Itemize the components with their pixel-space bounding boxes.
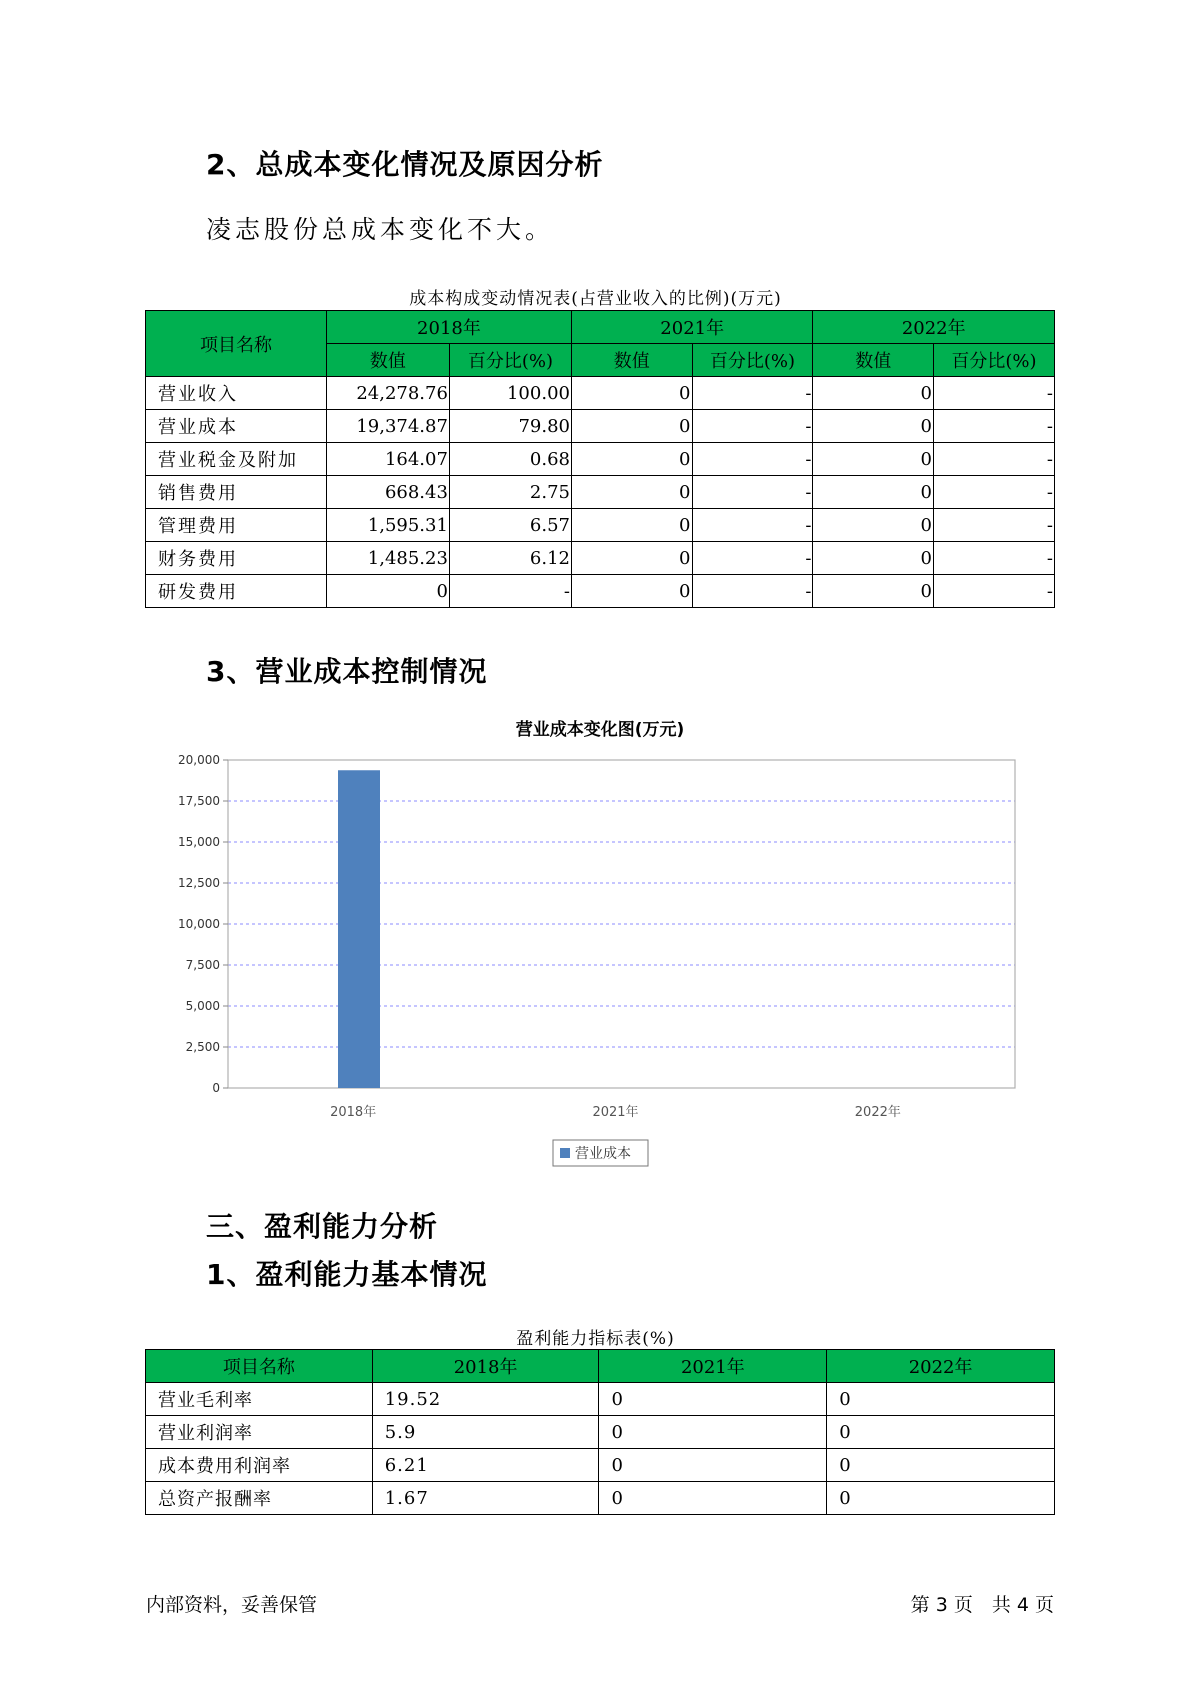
header-percent: 百分比(%)	[692, 344, 813, 377]
table-cell: -	[692, 410, 813, 443]
row-label: 成本费用利润率	[146, 1449, 373, 1482]
table-cell: 0	[827, 1383, 1055, 1416]
table-cell: 2.75	[449, 476, 571, 509]
header-value: 数值	[813, 344, 934, 377]
row-label: 营业税金及附加	[146, 443, 327, 476]
header-percent: 百分比(%)	[449, 344, 571, 377]
table-cell: 100.00	[449, 377, 571, 410]
header-year: 2021年	[599, 1350, 827, 1383]
table-cell: -	[933, 509, 1054, 542]
table-cell: -	[692, 476, 813, 509]
chart-legend	[553, 1140, 648, 1166]
y-tick-label: 0	[212, 1081, 220, 1095]
row-label: 财务费用	[146, 542, 327, 575]
table-cell: 668.43	[326, 476, 449, 509]
table-row	[146, 410, 1055, 443]
cost-structure-table	[145, 310, 1055, 608]
header-year: 2018年	[372, 1350, 599, 1383]
table-cell: 0	[827, 1482, 1055, 1515]
table-cell: 24,278.76	[326, 377, 449, 410]
y-tick-label: 15,000	[178, 835, 220, 849]
bar	[338, 770, 380, 1088]
header-year: 2018年	[326, 311, 571, 344]
table-cell: -	[692, 443, 813, 476]
section-2-text: 凌志股份总成本变化不大。	[206, 215, 555, 244]
table-header-row	[146, 311, 1055, 344]
profitability-table	[145, 1349, 1055, 1515]
x-tick-label: 2022年	[854, 1105, 901, 1120]
table-cell: -	[933, 377, 1054, 410]
cost-bar-chart	[0, 710, 1191, 1180]
row-label: 营业成本	[146, 410, 327, 443]
table-cell: 1,595.31	[326, 509, 449, 542]
y-tick-label: 17,500	[178, 794, 220, 808]
table-row	[146, 1416, 1055, 1449]
row-label: 营业毛利率	[146, 1383, 373, 1416]
table-cell: -	[692, 509, 813, 542]
y-tick-label: 5,000	[185, 999, 220, 1013]
section-heading-2: 2、总成本变化情况及原因分析	[206, 148, 604, 181]
row-label: 营业收入	[146, 377, 327, 410]
table-cell: -	[449, 575, 571, 608]
table-cell: 0	[599, 1383, 827, 1416]
section-heading-1: 1、盈利能力基本情况	[206, 1258, 488, 1291]
profit-table-caption: 盈利能力指标表(%)	[516, 1329, 675, 1349]
table-row	[146, 1383, 1055, 1416]
table-cell: 6.21	[372, 1449, 599, 1482]
table-cell: -	[933, 575, 1054, 608]
table-cell: 6.12	[449, 542, 571, 575]
table-cell: -	[933, 443, 1054, 476]
table-row	[146, 1482, 1055, 1515]
row-label: 销售费用	[146, 476, 327, 509]
table-cell: 0	[571, 542, 692, 575]
table-row	[146, 509, 1055, 542]
y-tick-label: 2,500	[185, 1040, 220, 1054]
table-cell: 0	[571, 443, 692, 476]
table-cell: 0	[599, 1416, 827, 1449]
table-cell: 0	[813, 443, 934, 476]
table-cell: 0	[827, 1449, 1055, 1482]
footer-confidential: 内部资料，妥善保管	[146, 1594, 318, 1616]
row-label: 管理费用	[146, 509, 327, 542]
table-cell: 19,374.87	[326, 410, 449, 443]
header-year: 2022年	[827, 1350, 1055, 1383]
legend-label: 营业成本	[575, 1146, 631, 1162]
table-header-row	[146, 1350, 1055, 1383]
table-cell: 0	[599, 1482, 827, 1515]
x-tick-label: 2021年	[592, 1105, 639, 1120]
table-cell: 0	[326, 575, 449, 608]
row-label: 总资产报酬率	[146, 1482, 373, 1515]
table-cell: -	[692, 575, 813, 608]
table-cell: -	[933, 476, 1054, 509]
table-cell: 0	[813, 509, 934, 542]
chart-title: 营业成本变化图(万元)	[515, 720, 685, 740]
table-cell: 1,485.23	[326, 542, 449, 575]
table-cell: 0	[813, 542, 934, 575]
table-cell: 0	[571, 509, 692, 542]
table-cell: 0	[599, 1449, 827, 1482]
table-cell: 0	[813, 575, 934, 608]
table-cell: 0.68	[449, 443, 571, 476]
table-row	[146, 575, 1055, 608]
header-value: 数值	[571, 344, 692, 377]
table-cell: 0	[827, 1416, 1055, 1449]
y-tick-label: 12,500	[178, 876, 220, 890]
table-cell: 0	[813, 410, 934, 443]
section-heading-three: 三、盈利能力分析	[206, 1210, 439, 1243]
cost-table-caption: 成本构成变动情况表(占营业收入的比例)(万元)	[409, 289, 782, 309]
table-cell: 0	[571, 575, 692, 608]
table-cell: 164.07	[326, 443, 449, 476]
y-tick-label: 20,000	[178, 753, 220, 767]
header-year: 2022年	[813, 311, 1055, 344]
table-cell: -	[692, 377, 813, 410]
table-cell: -	[933, 542, 1054, 575]
header-item-name: 项目名称	[146, 311, 327, 377]
row-label: 研发费用	[146, 575, 327, 608]
table-row	[146, 1449, 1055, 1482]
table-cell: 5.9	[372, 1416, 599, 1449]
section-heading-3: 3、营业成本控制情况	[206, 655, 488, 688]
table-cell: 1.67	[372, 1482, 599, 1515]
table-cell: -	[692, 542, 813, 575]
legend-swatch	[560, 1148, 570, 1158]
table-cell: 6.57	[449, 509, 571, 542]
table-cell: 19.52	[372, 1383, 599, 1416]
y-tick-label: 7,500	[185, 958, 220, 972]
table-cell: 0	[813, 476, 934, 509]
table-cell: 79.80	[449, 410, 571, 443]
header-item-name: 项目名称	[146, 1350, 373, 1383]
table-row	[146, 476, 1055, 509]
header-value: 数值	[326, 344, 449, 377]
table-cell: 0	[813, 377, 934, 410]
x-tick-label: 2018年	[330, 1105, 377, 1120]
table-row	[146, 377, 1055, 410]
table-row	[146, 443, 1055, 476]
footer-page-number: 第 3 页 共 4 页	[910, 1594, 1054, 1616]
table-cell: 0	[571, 377, 692, 410]
y-tick-label: 10,000	[178, 917, 220, 931]
header-year: 2021年	[571, 311, 812, 344]
row-label: 营业利润率	[146, 1416, 373, 1449]
table-cell: 0	[571, 476, 692, 509]
table-cell: -	[933, 410, 1054, 443]
table-row	[146, 542, 1055, 575]
table-cell: 0	[571, 410, 692, 443]
header-percent: 百分比(%)	[933, 344, 1054, 377]
